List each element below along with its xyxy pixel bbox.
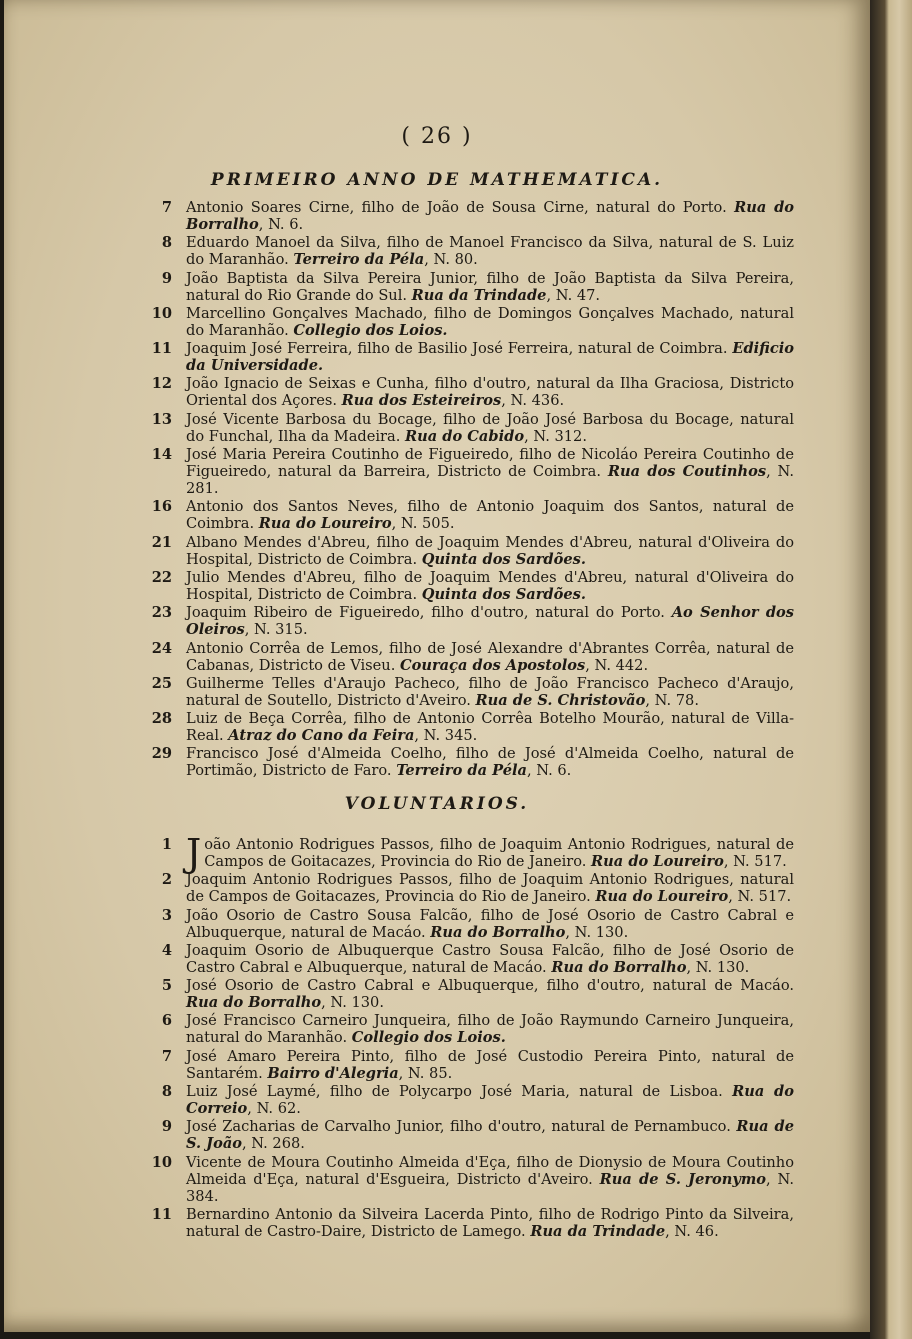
list-item [144,305,794,339]
entry-house-number: , N. 85. [398,1064,453,1082]
entry-house-number: , N. 345. [414,727,478,745]
entry-number: 1 [161,836,172,853]
entry-number: 4 [161,941,172,959]
entry-address: Edificio da Universidade. [186,340,794,375]
list-item [144,411,794,445]
entry-house-number: , N. 46. [665,1222,719,1240]
entry-house-number: , N. 6. [258,216,304,233]
list-item [144,375,794,409]
entry-address: Rua de S. João [186,1118,794,1153]
list-item [144,1048,794,1082]
entry-number: 2 [161,871,172,889]
entry-address: Rua do Borralho [186,994,322,1012]
list-item [144,270,794,304]
list-item [144,942,794,976]
entry-number: 5 [161,977,172,995]
entry-house-number: , N. 130. [686,958,750,976]
list-item [144,340,794,374]
entry-text: José Zacharias de Carvalho Junior, filho d'outro, natural de Pernambuco. [186,1118,737,1136]
entry-house-number: , N. 384. [186,1170,794,1205]
entry-text: José Vicente Barbosa du Bocage, filho de João José Barbosa du Bocage, natural do Funchal, Ilha da Madeira. [186,410,794,445]
entry-list-primeiro-anno [144,199,794,781]
entry-house-number: , N. 62. [247,1100,301,1118]
entry-text: Joaquim Ribeiro de Figueiredo, filho d'outro, natural do Porto. [186,604,672,622]
entry-address: Bairro d'Alegria [267,1064,399,1082]
entry-house-number: , N. 80. [424,251,478,269]
entry-address: Quinta dos Sardões. [421,585,586,603]
list-item [144,1154,794,1205]
list-item [144,871,794,905]
page-number: ( 26 ) [401,124,473,149]
entry-number: 6 [161,1012,172,1030]
list-item [144,710,794,744]
list-item [144,1118,794,1152]
list-item [144,446,794,497]
entry-number: 8 [161,234,172,252]
entry-number: 25 [151,674,172,692]
entry-address: Ao Senhor dos Oleiros [186,604,794,639]
entry-house-number: , N. 6. [527,762,572,780]
entry-number: 16 [151,498,172,516]
entry-house-number: , N. 315. [244,621,308,639]
list-item [144,534,794,568]
entry-address: Rua do Loureiro [258,515,392,533]
entry-text: Julio Mendes d'Abreu, filho de Joaquim Mendes d'Abreu, natural d'Oliveira do Hospital, Districto de Coimbra. [186,568,794,603]
entry-house-number: , N. 78. [645,691,699,709]
list-item [144,604,794,638]
entry-address: Quinta dos Sardões. [421,550,586,568]
list-item [144,1083,794,1117]
list-item [144,1012,794,1046]
entry-number: 9 [161,1118,172,1136]
list-item [144,745,794,779]
list-item [144,234,794,268]
section-title-voluntarios: VOLUNTARIOS. [344,794,530,814]
list-item [144,569,794,603]
entry-house-number: , N. 130. [565,923,629,941]
adjacent-page-edge [870,0,912,1339]
list-item [144,199,794,233]
entry-address: Rua dos Coutinhos [607,463,767,481]
list-item [144,977,794,1011]
list-item [144,675,794,709]
entry-address: Rua do Borralho [186,199,795,233]
entry-text: Luiz José Laymé, filho de Polycarpo José Maria, natural de Lisboa. [186,1083,733,1101]
entry-text: João Osorio de Castro Sousa Falcão, filho de José Osorio de Castro Cabral e Albuquerque, natural de Macáo. [186,906,794,941]
entry-number: 11 [151,340,172,358]
entry-number: 29 [151,745,172,763]
entry-house-number: , N. 130. [321,994,384,1012]
entry-text: Antonio dos Santos Neves, filho de Antonio Joaquim dos Santos, natural de Coimbra. [186,498,794,533]
entry-house-number: , N. 517. [723,853,787,870]
list-item [144,640,794,674]
entry-text: Antonio Soares Cirne, filho de João de Sousa Cirne, natural do Porto. [186,199,735,216]
entry-text: oão Antonio Rodrigues Passos, filho de Joaquim Antonio Rodrigues, natural de Campos de Goitacazes, Provincia do Rio de Janeiro. [204,836,794,870]
entry-number: 14 [151,446,172,464]
entry-text: Guilherme Telles d'Araujo Pacheco, filho de João Francisco Pacheco d'Araujo, natural de Soutello, Districto d'Aveiro. [186,674,794,709]
entry-text: José Maria Pereira Coutinho de Figueiredo, filho de Nicoláo Pereira Coutinho de Figueiredo, natural da Barreira, Districto de Coimbra. [186,446,794,481]
entry-number: 3 [161,906,172,924]
entry-house-number: , N. 505. [391,515,455,533]
list-item [144,831,794,875]
entry-number: 22 [151,568,172,586]
entry-text: Marcellino Gonçalves Machado, filho de Domingos Gonçalves Machado, natural do Maranhão. [186,304,794,339]
entry-number: 7 [161,1047,172,1065]
entry-address: Rua do Borralho [430,923,566,941]
entry-number: 10 [151,304,172,322]
entry-address: Rua do Correio [186,1083,794,1118]
entry-address: Rua do Cabido [405,427,525,445]
entry-house-number: , N. 47. [546,286,601,304]
entry-address: Rua da Trindade [530,1222,666,1240]
list-item [144,498,794,532]
entry-address: Collegio dos Loios. [351,1029,506,1047]
entry-text: Francisco José d'Almeida Coelho, filho de José d'Almeida Coelho, natural de Portimão, Districto de Faro. [186,745,794,780]
entry-address: Rua de S. Christovão [475,691,646,709]
entry-address: Couraça dos Apostolos [399,656,586,674]
entry-text: Albano Mendes d'Abreu, filho de Joaquim Mendes d'Abreu, natural d'Oliveira do Hospital, Districto de Coimbra. [186,533,794,568]
entry-text: Eduardo Manoel da Silva, filho de Manoel Francisco da Silva, natural de S. Luiz do Maranhão. [186,234,794,269]
entry-list-voluntarios [144,831,794,1241]
entry-house-number: , N. 281. [186,463,794,498]
entry-number: 11 [151,1205,172,1223]
entry-address: Atraz do Cano da Feira [228,727,415,745]
entry-number: 9 [161,269,172,287]
entry-address: Terreiro da Péla [293,251,425,269]
entry-text: José Amaro Pereira Pinto, filho de José Custodio Pereira Pinto, natural de Santarém. [186,1047,794,1082]
entry-text: Joaquim José Ferreira, filho de Basilio José Ferreira, natural de Coimbra. [186,340,733,358]
entry-text: Antonio Corrêa de Lemos, filho de José Alexandre d'Abrantes Corrêa, natural de Cabanas, Districto de Viseu. [186,639,794,674]
entry-address: Rua dos Esteireiros [341,392,502,410]
entry-house-number: , N. 436. [501,392,565,410]
entry-text: João Ignacio de Seixas e Cunha, filho d'outro, natural da Ilha Graciosa, Districto Oriental dos Açores. [186,375,794,410]
entry-text: João Baptista da Silva Pereira Junior, filho de João Baptista da Silva Pereira, natural do Rio Grande do Sul. [186,269,794,304]
entry-number: 13 [151,410,172,428]
entry-house-number: , N. 517. [728,888,792,906]
entry-number: 10 [151,1153,172,1171]
entry-address: Terreiro da Péla [396,762,527,780]
entry-text: José Francisco Carneiro Junqueira, filho de João Raymundo Carneiro Junqueira, natural do Maranhão. [186,1012,794,1047]
book-page [4,0,870,1332]
entry-number: 7 [161,199,172,216]
entry-text: José Osorio de Castro Cabral e Albuquerque, filho d'outro, natural de Macáo. [186,977,794,995]
entry-number: 12 [151,375,172,393]
entry-number: 8 [161,1083,172,1101]
entry-house-number: , N. 312. [524,427,587,445]
drop-cap: J [186,831,202,875]
entry-number: 28 [151,710,172,728]
list-item [144,1206,794,1240]
entry-text: Vicente de Moura Coutinho Almeida d'Eça, filho de Dionysio de Moura Coutinho Almeida d'Eça, natural d'Esgueira, Districto d'Aveiro. [186,1153,794,1188]
entry-number: 23 [151,604,172,622]
entry-number: 21 [151,533,172,551]
entry-address: Rua da Trindade [411,286,547,304]
entry-address: Rua do Loureiro [591,853,724,870]
section-title-primeiro-anno: PRIMEIRO ANNO DE MATHEMATICA. [210,170,664,190]
entry-text: Joaquim Antonio Rodrigues Passos, filho de Joaquim Antonio Rodrigues, natural de Campos de Goitacazes, Provincia do Rio de Janeiro. [186,871,794,906]
entry-text: Joaquim Osorio de Albuquerque Castro Sousa Falcão, filho de José Osorio de Castro Cabral e Albuquerque, natural de Macáo. [186,941,794,976]
list-item [144,907,794,941]
entry-address: Collegio dos Loios. [293,321,448,339]
entry-house-number: , N. 268. [242,1135,305,1153]
entry-address: Rua de S. Jeronymo [599,1170,767,1188]
entry-text: Luiz de Beça Corrêa, filho de Antonio Corrêa Botelho Mourão, natural de Villa-Real. [186,710,794,745]
entry-number: 24 [151,639,172,657]
entry-house-number: , N. 442. [585,656,649,674]
entry-address: Rua do Borralho [551,958,687,976]
entry-text: Bernardino Antonio da Silveira Lacerda Pinto, filho de Rodrigo Pinto da Silveira, natural de Castro-Daire, Districto de Lamego. [186,1205,794,1240]
entry-address: Rua do Loureiro [595,888,729,906]
